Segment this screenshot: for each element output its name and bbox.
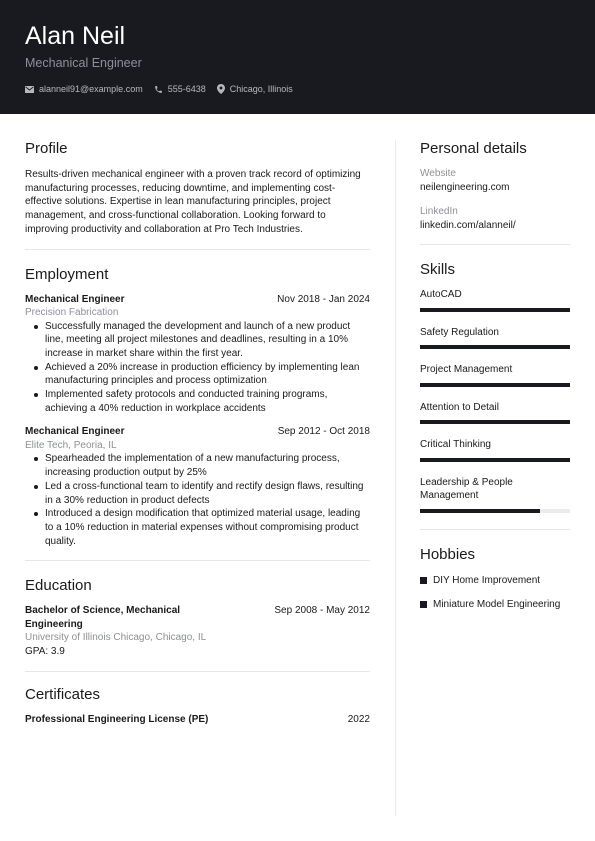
- column-divider: [395, 140, 396, 816]
- personal-details-heading: Personal details: [420, 140, 527, 157]
- skill-bar: [420, 458, 570, 462]
- education-heading: Education: [25, 577, 92, 595]
- profile-section: [25, 140, 370, 237]
- website-item: [420, 168, 570, 194]
- job-bullet: Led a cross-functional team to identify and rectify design flaws, resulting in a 30% reduction in product defects: [45, 480, 370, 507]
- skill-bar-fill: [420, 458, 570, 462]
- job-dates: Nov 2018 - Jan 2024: [277, 293, 370, 305]
- contact-bar: [25, 82, 304, 96]
- job-bullets: [45, 320, 370, 416]
- job-bullet: Achieved a 20% increase in production efficiency by implementing lean manufacturing principles and process optimization: [45, 361, 370, 388]
- contact-email[interactable]: [25, 84, 143, 94]
- contact-location: [217, 84, 293, 94]
- certificates-section: [25, 686, 370, 727]
- education-header: [25, 604, 370, 631]
- school-name: University of Illinois Chicago, Chicago, IL: [25, 632, 207, 644]
- employment-heading: Employment: [25, 265, 109, 283]
- job-title: Mechanical Engineer: [25, 426, 125, 438]
- skill-bar-fill: [420, 383, 570, 387]
- job-bullet: Implemented safety protocols and conducted training programs, achieving a 40% reduction in workplace accidents: [45, 388, 370, 415]
- skills-heading: Skills: [420, 261, 456, 278]
- skill-bar-fill: [420, 509, 540, 513]
- section-divider: [420, 529, 570, 530]
- hobbies-heading: Hobbies: [420, 545, 476, 563]
- hobbies-section: [420, 546, 570, 611]
- skills-list: [420, 288, 570, 513]
- candidate-name: Alan Neil: [25, 22, 126, 50]
- skill-name: Leadership & People Management: [420, 476, 513, 501]
- section-divider: [420, 244, 570, 245]
- hobby-name: DIY Home Improvement: [433, 574, 541, 586]
- gpa: GPA: 3.9: [25, 645, 65, 657]
- square-bullet-icon: [420, 601, 427, 608]
- website-label: Website: [420, 168, 456, 179]
- skill-bar: [420, 383, 570, 387]
- job-dates: Sep 2012 - Oct 2018: [277, 426, 370, 438]
- candidate-title: Mechanical Engineer: [25, 56, 142, 70]
- sidebar-column: [420, 140, 570, 611]
- skill-bar-fill: [420, 345, 570, 349]
- skill-name: Critical Thinking: [420, 439, 491, 450]
- phone-icon: [154, 85, 163, 94]
- section-divider: [25, 249, 370, 250]
- skill-name: AutoCAD: [420, 289, 462, 300]
- job-entry: [25, 293, 370, 416]
- linkedin-label: LinkedIn: [420, 206, 458, 217]
- profile-summary: Results-driven mechanical engineer with a proven track record of optimizing manufacturing processes, reducing downtime, and implementing cost-effective solutions. Expertise in lean manufacturing principles, project management, and cross-functional collaboration. Looking forward to improving productivity and collaboration at Pro Tech Industries.: [25, 169, 361, 235]
- skill-bar: [420, 420, 570, 424]
- job-bullet: Introduced a design modification that optimized material usage, leading to a 10% reduction in material expenses without compromising product quality.: [45, 507, 370, 548]
- skill-item: [420, 438, 570, 462]
- job-header: [25, 293, 370, 307]
- section-divider: [25, 560, 370, 561]
- certificate-name: Professional Engineering License (PE): [25, 714, 209, 726]
- degree-title: Bachelor of Science, Mechanical Engineering: [25, 605, 181, 630]
- education-dates: Sep 2008 - May 2012: [274, 605, 370, 617]
- skill-item: [420, 363, 570, 387]
- skill-bar: [420, 308, 570, 312]
- employment-section: [25, 266, 370, 549]
- certificate-year: 2022: [347, 714, 370, 726]
- skill-item: [420, 326, 570, 350]
- personal-details-section: [420, 140, 570, 232]
- job-bullet: Successfully managed the development and launch of a new product line, meeting all project milestones and deadlines, resulting in a 10% increase in market share within the first year.: [45, 320, 370, 361]
- square-bullet-icon: [420, 577, 427, 584]
- map-pin-icon: [217, 84, 225, 94]
- skill-name: Project Management: [420, 364, 513, 375]
- skill-item: [420, 401, 570, 425]
- skill-bar-fill: [420, 420, 570, 424]
- skill-name: Safety Regulation: [420, 326, 499, 338]
- education-entry: [25, 604, 370, 658]
- linkedin-link[interactable]: linkedin.com/alanneil/: [420, 220, 516, 231]
- hobby-item: [420, 598, 570, 611]
- resume-header: [0, 0, 595, 114]
- skill-name: Attention to Detail: [420, 401, 499, 413]
- skill-bar: [420, 509, 570, 513]
- skill-bar: [420, 345, 570, 349]
- phone-text: 555-6438: [167, 84, 206, 94]
- job-header: [25, 425, 370, 439]
- main-column: [25, 140, 370, 727]
- website-link[interactable]: neilengineering.com: [420, 182, 510, 193]
- job-bullet: Spearheaded the implementation of a new manufacturing process, increasing production output by 25%: [45, 452, 370, 479]
- profile-heading: Profile: [25, 140, 68, 157]
- certificate-entry: [25, 713, 370, 727]
- skill-item: [420, 476, 570, 513]
- linkedin-item: [420, 206, 570, 232]
- hobby-name: Miniature Model Engineering: [433, 598, 561, 610]
- email-text: alanneil91@example.com: [39, 84, 143, 94]
- section-divider: [25, 671, 370, 672]
- skill-item: [420, 288, 570, 312]
- job-bullets: [45, 452, 370, 548]
- education-section: [25, 577, 370, 658]
- location-text: Chicago, Illinois: [229, 84, 293, 94]
- job-entry: [25, 425, 370, 548]
- hobby-item: [420, 574, 570, 587]
- job-company: Precision Fabrication: [25, 307, 119, 319]
- certificates-heading: Certificates: [25, 686, 101, 704]
- contact-phone[interactable]: [154, 84, 206, 94]
- skill-bar-fill: [420, 308, 570, 312]
- job-title: Mechanical Engineer: [25, 293, 125, 305]
- skills-section: [420, 261, 570, 513]
- envelope-icon: [25, 86, 34, 93]
- job-company: Elite Tech, Peoria, IL: [25, 439, 117, 451]
